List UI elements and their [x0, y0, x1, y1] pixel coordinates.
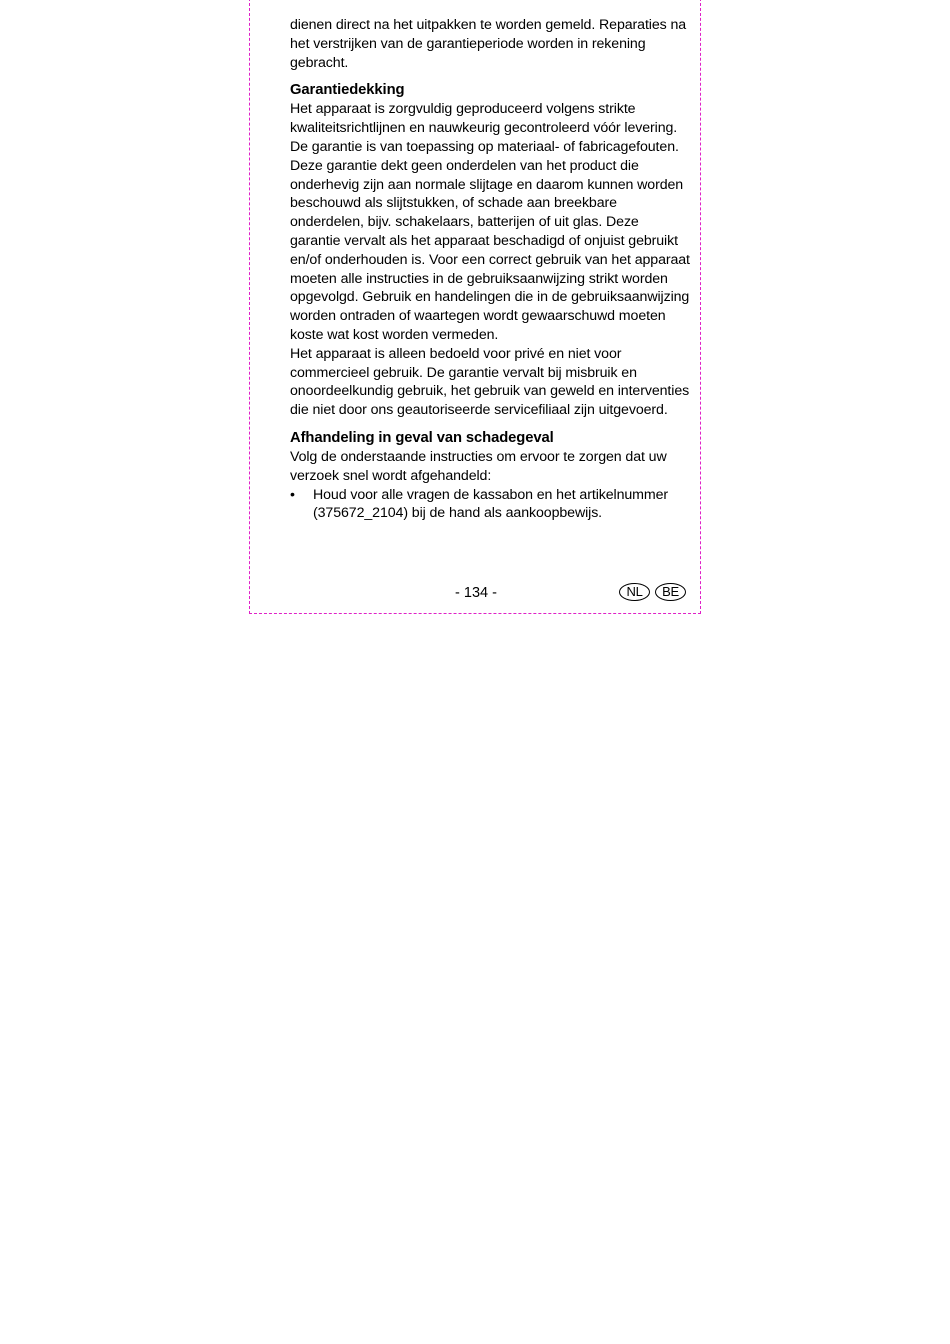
list-item-text: Houd voor alle vragen de kassabon en het artikelnummer (375672_2104) bij de hand als aankoopbewijs. — [313, 486, 669, 522]
list-item — [290, 486, 690, 524]
warranty-paragraph-2: Het apparaat is alleen bedoeld voor privé en niet voor commercieel gebruik. De garantie vervalt bij misbruik en onoordeelkundig gebruik, het gebruik van geweld en interventies die niet door ons geautoriseerde servicefiliaal zijn uitgevoerd. — [290, 345, 690, 419]
language-badge-nl: NL — [619, 583, 650, 601]
claims-heading: Afhandeling in geval van schadegeval — [290, 429, 554, 446]
warranty-paragraph-1: Het apparaat is zorgvuldig geproduceerd volgens strikte kwaliteitsrichtlijnen en nauwkeurig gecontroleerd vóór levering. De garantie is van toepassing op materiaal- of fabricagefouten. Deze garantie dekt geen onderdelen van het product die onderhevig zijn aan normale slijtage en daarom kunnen worden beschouwd als slijtstukken, of schade aan breekbare onderdelen, bijv. schakelaars, batterijen of uit glas. Deze garantie vervalt als het apparaat beschadigd of onjuist gebruikt en/of onderhouden is. Voor een correct gebruik van het apparaat moeten alle instructies in de gebruiksaanwijzing strikt worden opgevolgd. Gebruik en handelingen die in de gebruiksaanwijzing worden ontraden of waartegen wordt gewaarschuwd moeten koste wat kost worden vermeden. — [290, 101, 690, 343]
page-number: - 134 - — [455, 585, 497, 601]
language-badges — [619, 583, 686, 601]
claims-bullet-list — [290, 486, 690, 524]
bullet-icon: • — [290, 486, 295, 503]
document-body — [290, 16, 690, 523]
page-footer — [290, 583, 686, 605]
intro-paragraph: dienen direct na het uitpakken te worden gemeld. Reparaties na het verstrijken van de garantieperiode worden in rekening gebracht. — [290, 17, 687, 71]
language-badge-be: BE — [655, 583, 686, 601]
warranty-heading: Garantiedekking — [290, 82, 405, 99]
claims-paragraph: Volg de onderstaande instructies om ervoor te zorgen dat uw verzoek snel wordt afgehandeld: — [290, 448, 667, 484]
